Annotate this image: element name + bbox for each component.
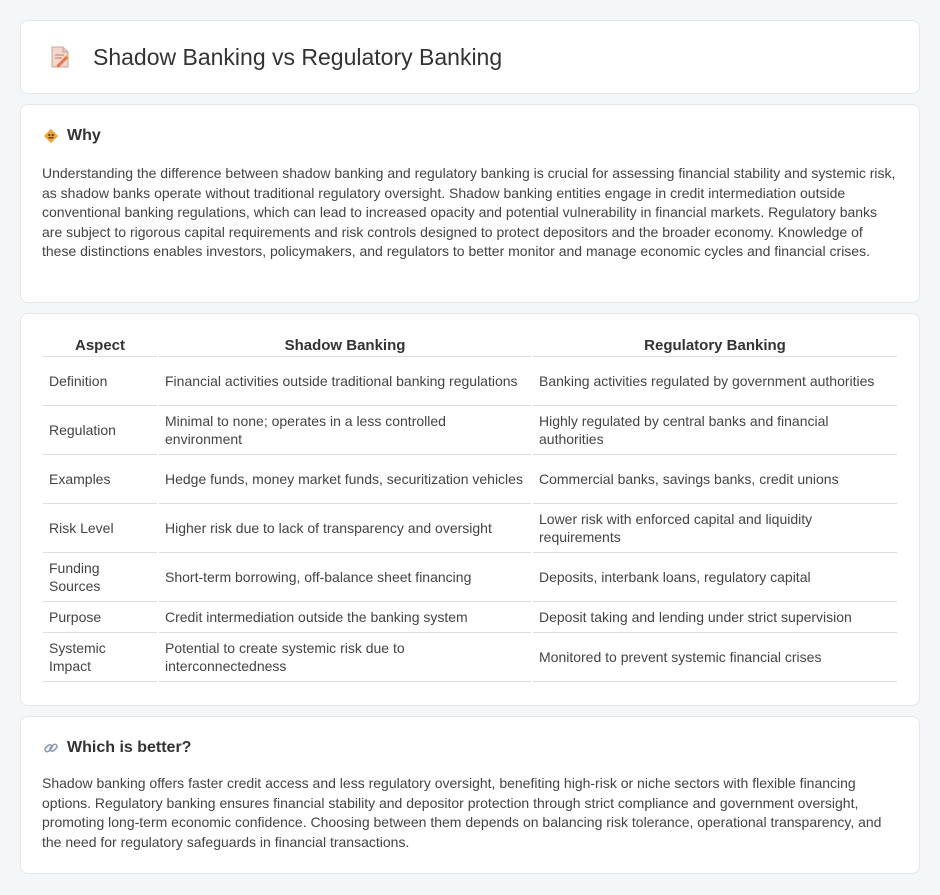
comparison-table [41,334,899,682]
table-row [43,357,897,406]
cell-shadow: Potential to create systemic risk due to interconnectedness [159,633,531,682]
why-text: Understanding the difference between shadow banking and regulatory banking is crucial for assessing financial stability and systemic risk, as shadow banks operate without traditional regulatory oversight. Shadow banking entities engage in credit intermediation outside conventional banking regulations, which can lead to increased opacity and potential vulnerability in financial markets. Regulatory banks are subject to rigorous capital requirements and risk controls designed to protect depositors and the broader economy. Knowledge of these distinctions enables investors, policymakers, and regulators to better monitor and manage economic cycles and financial crises. [42,165,896,259]
cell-aspect: Examples [43,455,157,504]
document-pencil-icon [47,44,73,70]
cell-regulatory: Commercial banks, savings banks, credit unions [533,455,897,504]
diamond-sign-icon [42,127,60,145]
table-header-row [43,334,897,357]
table-row [43,406,897,455]
cell-aspect: Systemic Impact [43,633,157,682]
link-icon [42,739,60,757]
cell-aspect: Funding Sources [43,553,157,602]
why-heading [42,127,898,145]
better-text: Shadow banking offers faster credit access and less regulatory oversight, benefiting high-risk or niche sectors with flexible financing options. Regulatory banking ensures financial stability and depositor protection through strict compliance and government oversight, promoting long-term economic confidence. Choosing between them depends on balancing risk tolerance, operational transparency, and the need for regulatory safeguards in financial transactions. [42,775,882,850]
cell-aspect: Risk Level [43,504,157,553]
header-regulatory-banking: Regulatory Banking [533,334,897,357]
cell-regulatory: Highly regulated by central banks and financial authorities [533,406,897,455]
header-card [20,20,920,94]
cell-regulatory: Banking activities regulated by government authorities [533,357,897,406]
header-aspect: Aspect [43,334,157,357]
cell-regulatory: Deposit taking and lending under strict supervision [533,602,897,633]
cell-shadow: Minimal to none; operates in a less controlled environment [159,406,531,455]
table-row [43,455,897,504]
cell-regulatory: Deposits, interbank loans, regulatory capital [533,553,897,602]
cell-shadow: Credit intermediation outside the banking system [159,602,531,633]
page-title: Shadow Banking vs Regulatory Banking [93,43,503,70]
table-row [43,633,897,682]
cell-aspect: Definition [43,357,157,406]
cell-regulatory: Monitored to prevent systemic financial crises [533,633,897,682]
table-row [43,504,897,553]
cell-shadow: Higher risk due to lack of transparency and oversight [159,504,531,553]
cell-aspect: Purpose [43,602,157,633]
cell-shadow: Hedge funds, money market funds, securitization vehicles [159,455,531,504]
table-row [43,553,897,602]
cell-regulatory: Lower risk with enforced capital and liquidity requirements [533,504,897,553]
table-row [43,602,897,633]
better-heading-label: Which is better? [67,739,192,756]
which-better-section [20,716,920,874]
cell-aspect: Regulation [43,406,157,455]
why-section [20,104,920,303]
comparison-section [20,313,920,706]
better-heading [42,739,898,757]
cell-shadow: Financial activities outside traditional banking regulations [159,357,531,406]
cell-shadow: Short-term borrowing, off-balance sheet financing [159,553,531,602]
header-shadow-banking: Shadow Banking [159,334,531,357]
why-heading-label: Why [67,127,101,144]
